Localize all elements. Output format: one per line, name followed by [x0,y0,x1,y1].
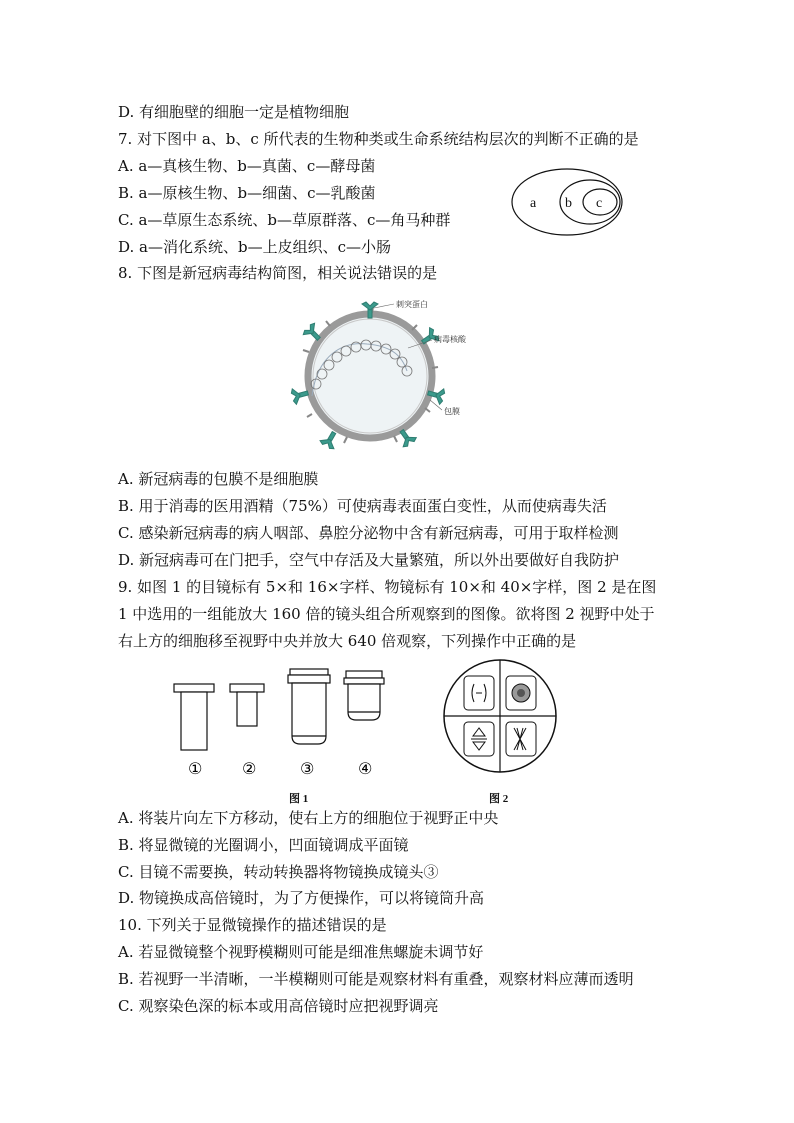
q8-option-a: A. 新冠病毒的包膜不是细胞膜 [118,470,319,488]
q9-option-a: A. 将装片向左下方移动，使右上方的细胞位于视野正中央 [118,809,499,827]
lens-number-1: ① [188,759,203,778]
venn-label-c: c [596,196,603,211]
q7-option-c: C. a—草原生态系统、b—草原群落、c—角马种群 [118,211,451,229]
lens-number-2: ② [242,759,257,778]
lens-number-4: ④ [358,759,373,778]
label-virus-rna: 病毒核酸 [434,335,466,344]
q9-stem-line2: 1 中选用的一组能放大 160 倍的镜头组合所观察到的图像。欲将图 2 视野中处于 [118,605,655,623]
figure-1-lenses [168,664,388,779]
q6-option-d: D. 有细胞壁的细胞一定是植物细胞 [118,103,350,121]
label-spike-protein: 刺突蛋白 [396,300,428,309]
q10-option-c: C. 观察染色深的标本或用高倍镜时应把视野调亮 [118,997,439,1015]
q8-option-b: B. 用于消毒的医用酒精（75%）可使病毒表面蛋白变性，从而使病毒失活 [118,497,607,515]
q9-option-d: D. 物镜换成高倍镜时，为了方便操作，可以将镜筒升高 [118,889,485,907]
q8-option-c: C. 感染新冠病毒的病人咽部、鼻腔分泌物中含有新冠病毒，可用于取样检测 [118,524,619,542]
figure-2-caption: 图 2 [489,793,509,805]
q10-option-b: B. 若视野一半清晰，一半模糊则可能是观察材料有重叠，观察材料应薄而透明 [118,970,634,988]
q9-option-c: C. 目镜不需要换，转动转换器将物镜换成镜头③ [118,863,439,881]
q7-option-b: B. a—原核生物、b—细菌、c—乳酸菌 [118,184,376,202]
lens-3-cap [290,669,328,675]
q10-option-a: A. 若显微镜整个视野模糊则可能是细准焦螺旋未调节好 [118,943,484,961]
lens-1-tube [181,692,207,750]
q8-stem: 8. 下图是新冠病毒结构简图，相关说法错误的是 [118,264,438,282]
lens-2-rim [230,684,264,692]
cell-top-right [506,676,536,710]
q9-stem-line3: 右上方的细胞移至视野中央并放大 640 倍观察，下列操作中正确的是 [118,632,577,650]
q7-option-d: D. a—消化系统、b—上皮组织、c—小肠 [118,238,391,256]
q7-option-a: A. a—真核生物、b—真菌、c—酵母菌 [118,157,376,175]
lens-4-tube [348,684,380,720]
cell-bottom-right [506,722,536,756]
lens-3-tube [292,683,326,744]
lens-1-rim [174,684,214,692]
q9-stem-line1: 9. 如图 1 的目镜标有 5×和 16×字样、物镜标有 10×和 40×字样，图 2 是在图 [118,578,657,596]
label-envelope: 包膜 [444,407,460,416]
q7-stem: 7. 对下图中 a、b、c 所代表的生物种类或生命系统结构层次的判断不正确的是 [118,130,639,148]
lens-2-tube [237,692,257,726]
lens-number-3: ③ [300,759,315,778]
q9-option-b: B. 将显微镜的光圈调小，凹面镜调成平面镜 [118,836,409,854]
venn-label-b: b [565,196,572,211]
q10-stem: 10. 下列关于显微镜操作的描述错误的是 [118,916,387,934]
venn-diagram [508,165,628,239]
virus-diagram [282,296,482,456]
lens-4-cap [346,671,382,678]
cell-top-left [464,676,494,710]
cell-bottom-left [464,722,494,756]
figure-1-caption: 图 1 [289,793,309,805]
q8-option-d: D. 新冠病毒可在门把手，空气中存活及大量繁殖，所以外出要做好自我防护 [118,551,620,569]
figure-2-field-of-view [440,656,560,776]
venn-label-a: a [530,196,537,211]
